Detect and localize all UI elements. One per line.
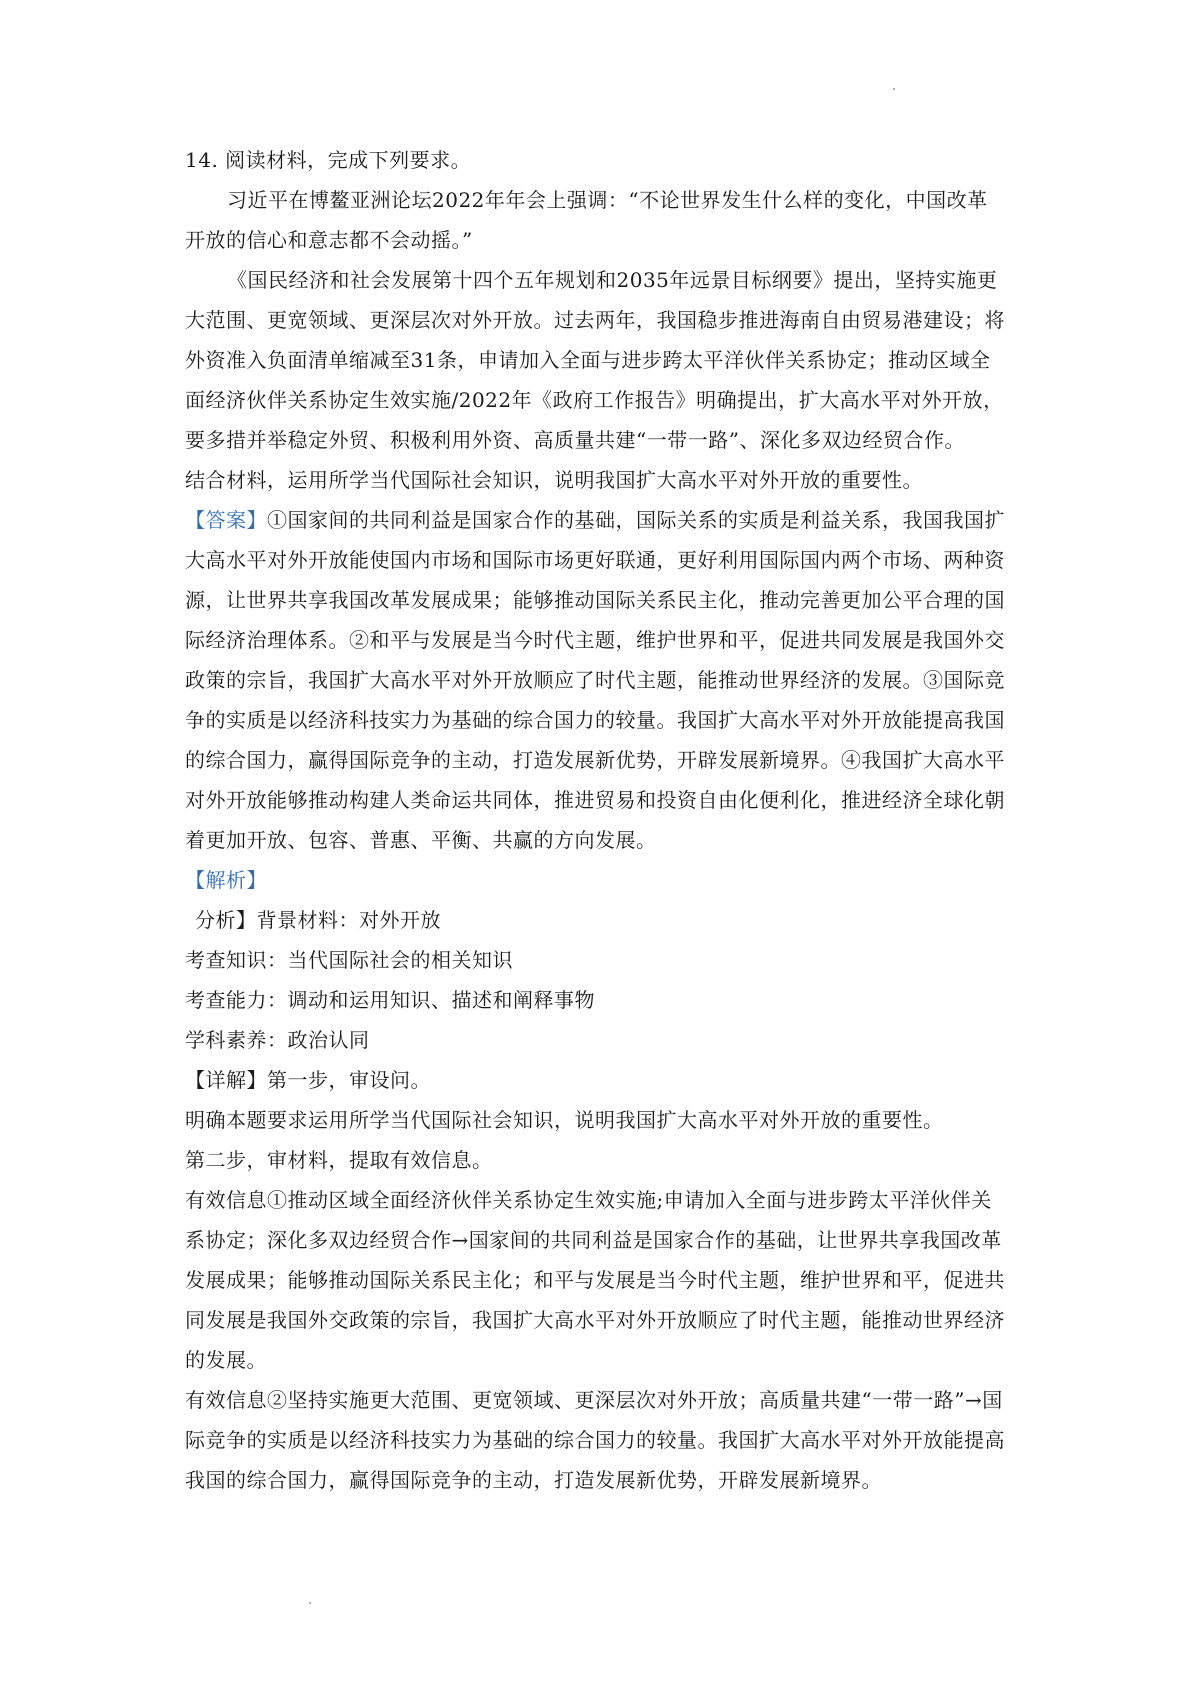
scan-dot [309, 1602, 311, 1604]
material-line: 习近平在博鳌亚洲论坛2022年年会上强调：“不论世界发生什么样的变化，中国改革 [227, 188, 988, 212]
document-content [185, 140, 1020, 1500]
answer-line: 大高水平对外开放能使国内市场和国际市场更好联通，更好利用国际国内两个市场、两种资 [185, 548, 1005, 572]
analysis-label: 【解析】 [185, 868, 267, 892]
answer-line: 际经济治理体系。②和平与发展是当今时代主题，维护世界和平，促进共同发展是我国外交 [185, 628, 1005, 652]
analysis-line: 学科素养：政治认同 [185, 1028, 370, 1052]
material-line: 开放的信心和意志都不会动摇。” [185, 228, 473, 252]
detail-line: 同发展是我国外交政策的宗旨，我国扩大高水平对外开放顺应了时代主题，能推动世界经济 [185, 1308, 1005, 1332]
detail-line: 我国的综合国力，赢得国际竞争的主动，打造发展新优势，开辟发展新境界。 [185, 1468, 882, 1492]
material-line: 面经济伙伴关系协定生效实施/2022年《政府工作报告》明确提出，扩大高水平对外开放， [185, 388, 1004, 412]
scan-dot [893, 88, 895, 90]
analysis-line: 分析】背景材料：对外开放 [195, 908, 441, 932]
detail-line: 【详解】第一步，审设问。 [185, 1068, 431, 1092]
answer-line: 政策的宗旨，我国扩大高水平对外开放顺应了时代主题，能推动世界经济的发展。③国际竞 [185, 668, 1005, 692]
detail-line: 明确本题要求运用所学当代国际社会知识，说明我国扩大高水平对外开放的重要性。 [185, 1108, 944, 1132]
detail-line: 系协定；深化多双边经贸合作→国家间的共同利益是国家合作的基础，让世界共享我国改革 [185, 1228, 1002, 1252]
material-line: 要多措并举稳定外贸、积极利用外资、高质量共建“一带一路”、深化多双边经贸合作。 [185, 428, 965, 452]
analysis-line: 考查知识：当代国际社会的相关知识 [185, 948, 513, 972]
material-line: 《国民经济和社会发展第十四个五年规划和2035年远景目标纲要》提出，坚持实施更 [227, 268, 998, 292]
detail-line: 发展成果；能够推动国际关系民主化；和平与发展是当今时代主题，维护世界和平，促进共 [185, 1268, 1005, 1292]
detail-line: 际竞争的实质是以经济科技实力为基础的综合国力的较量。我国扩大高水平对外开放能提高 [185, 1428, 1005, 1452]
answer-line: 的综合国力，赢得国际竞争的主动，打造发展新优势，开辟发展新境界。④我国扩大高水平 [185, 748, 1005, 772]
answer-text: ①国家间的共同利益是国家合作的基础，国际关系的实质是利益关系，我国我国扩 [267, 508, 1005, 532]
detail-line: 有效信息②坚持实施更大范围、更宽领域、更深层次对外开放；高质量共建“一带一路”→国 [185, 1388, 1003, 1412]
detail-line: 第二步，审材料，提取有效信息。 [185, 1148, 493, 1172]
detail-line: 的发展。 [185, 1348, 267, 1372]
answer-label: 【答案】 [185, 508, 267, 532]
analysis-heading [185, 860, 1020, 900]
question-title: 14. 阅读材料，完成下列要求。 [185, 148, 472, 172]
answer-first-line [185, 500, 1020, 540]
material-line: 大范围、更宽领域、更深层次对外开放。过去两年，我国稳步推进海南自由贸易港建设；将 [185, 308, 1005, 332]
material-line: 外资准入负面清单缩减至31条，申请加入全面与进步跨太平洋伙伴关系协定；推动区域全 [185, 348, 991, 372]
detail-line: 有效信息①推动区域全面经济伙伴关系协定生效实施;申请加入全面与进步跨太平洋伙伴关 [185, 1188, 992, 1212]
answer-line: 着更加开放、包容、普惠、平衡、共赢的方向发展。 [185, 828, 657, 852]
answer-line: 对外开放能够推动构建人类命运共同体，推进贸易和投资自由化便利化，推进经济全球化朝 [185, 788, 1005, 812]
answer-line: 争的实质是以经济科技实力为基础的综合国力的较量。我国扩大高水平对外开放能提高我国 [185, 708, 1005, 732]
analysis-line: 考查能力：调动和运用知识、描述和阐释事物 [185, 988, 595, 1012]
answer-line: 源，让世界共享我国改革发展成果；能够推动国际关系民主化，推动完善更加公平合理的国 [185, 588, 1005, 612]
question-prompt: 结合材料，运用所学当代国际社会知识，说明我国扩大高水平对外开放的重要性。 [185, 468, 923, 492]
